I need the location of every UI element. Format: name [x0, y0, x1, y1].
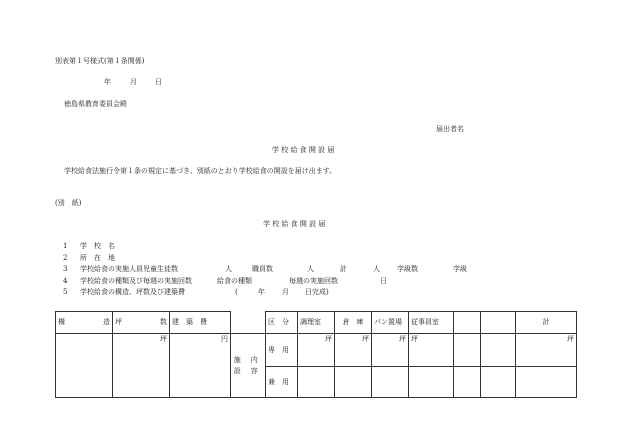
shared-use-label: 兼 用	[266, 367, 298, 398]
item-label: 学校給食の種類及び毎週の実施回数	[80, 277, 192, 285]
cell	[481, 334, 516, 367]
cell	[516, 367, 577, 398]
header-blank	[481, 312, 516, 334]
floor-area-cell: 坪	[113, 334, 170, 398]
cell: 坪	[298, 334, 335, 367]
addressee: 徳島県教育委員会殿	[64, 100, 127, 108]
header-cooking-room: 調理室	[298, 312, 335, 334]
notice-body: 学校給食法施行令第１条の規定に基づき、別紙のとおり学校給食の開設を届け出ます。	[64, 167, 337, 175]
cost-cell: 円	[170, 334, 231, 398]
structure-cell	[56, 334, 113, 398]
completion-year: 年	[258, 288, 265, 296]
cell	[335, 367, 372, 398]
submitter-name-label: 届出者名	[436, 125, 464, 133]
content-label: 内 容	[244, 334, 266, 398]
item-label: 学校給食の実施人員児童生徒数	[80, 265, 178, 273]
completion-month: 月	[282, 288, 289, 296]
header-staff-room: 従事員室	[409, 312, 454, 334]
meal-type-label: 給食の種類	[217, 277, 252, 285]
header-blank	[454, 312, 481, 334]
unit-day: 日	[380, 277, 387, 285]
form-id: 別表第１号様式(第１条関係)	[55, 57, 145, 65]
facility-table	[55, 311, 577, 398]
cell	[481, 367, 516, 398]
facility-label: 施 設	[231, 334, 244, 398]
item-label: 学校給食の構造、坪数及び建築費	[80, 288, 185, 296]
weekly-count-label: 毎週の実施回数	[289, 277, 338, 285]
item-label: 学 校 名	[80, 242, 115, 250]
notice-title: 学 校 給 食 開 設 届	[272, 146, 335, 154]
staff-count-label: 職員数	[252, 265, 273, 273]
header-structure: 構 造	[56, 312, 113, 334]
header-total: 計	[516, 312, 577, 334]
cell: 坪	[516, 334, 577, 367]
unit-people: 人	[373, 265, 380, 273]
completion-day: 日完成)	[305, 288, 329, 296]
cell	[454, 367, 481, 398]
cell: 坪	[409, 334, 454, 367]
item-label: 所 在 地	[80, 254, 115, 262]
item-number: 1	[63, 242, 68, 250]
header-category: 区 分	[266, 312, 298, 334]
table-row-dedicated	[56, 334, 577, 367]
date-month: 月	[130, 78, 137, 86]
dedicated-use-label: 専 用	[266, 334, 298, 367]
date-year: 年	[104, 78, 111, 86]
cell	[298, 367, 335, 398]
total-label: 計	[340, 265, 347, 273]
blank-cell	[231, 312, 266, 334]
cell	[409, 367, 454, 398]
item-number: 5	[63, 288, 68, 296]
table-header-row	[56, 312, 577, 334]
attachment-label: (別 紙)	[55, 199, 82, 207]
item-number: 2	[63, 254, 68, 262]
header-storage: 倉 庫	[335, 312, 372, 334]
unit-people: 人	[225, 265, 232, 273]
paren-open: (	[235, 288, 238, 296]
header-floor-area: 坪 数	[113, 312, 170, 334]
cell	[372, 367, 409, 398]
header-construction-cost: 建 築 費	[170, 312, 231, 334]
unit-class: 学級	[453, 265, 467, 273]
class-count-label: 学級数	[397, 265, 418, 273]
cell	[454, 334, 481, 367]
unit-people: 人	[307, 265, 314, 273]
cell: 坪	[335, 334, 372, 367]
header-bread-storage: パン置場	[372, 312, 409, 334]
item-number: 3	[63, 265, 68, 273]
date-day: 日	[155, 78, 162, 86]
cell: 坪	[372, 334, 409, 367]
attachment-title: 学 校 給 食 開 設 届	[263, 220, 326, 228]
item-number: 4	[63, 277, 68, 285]
